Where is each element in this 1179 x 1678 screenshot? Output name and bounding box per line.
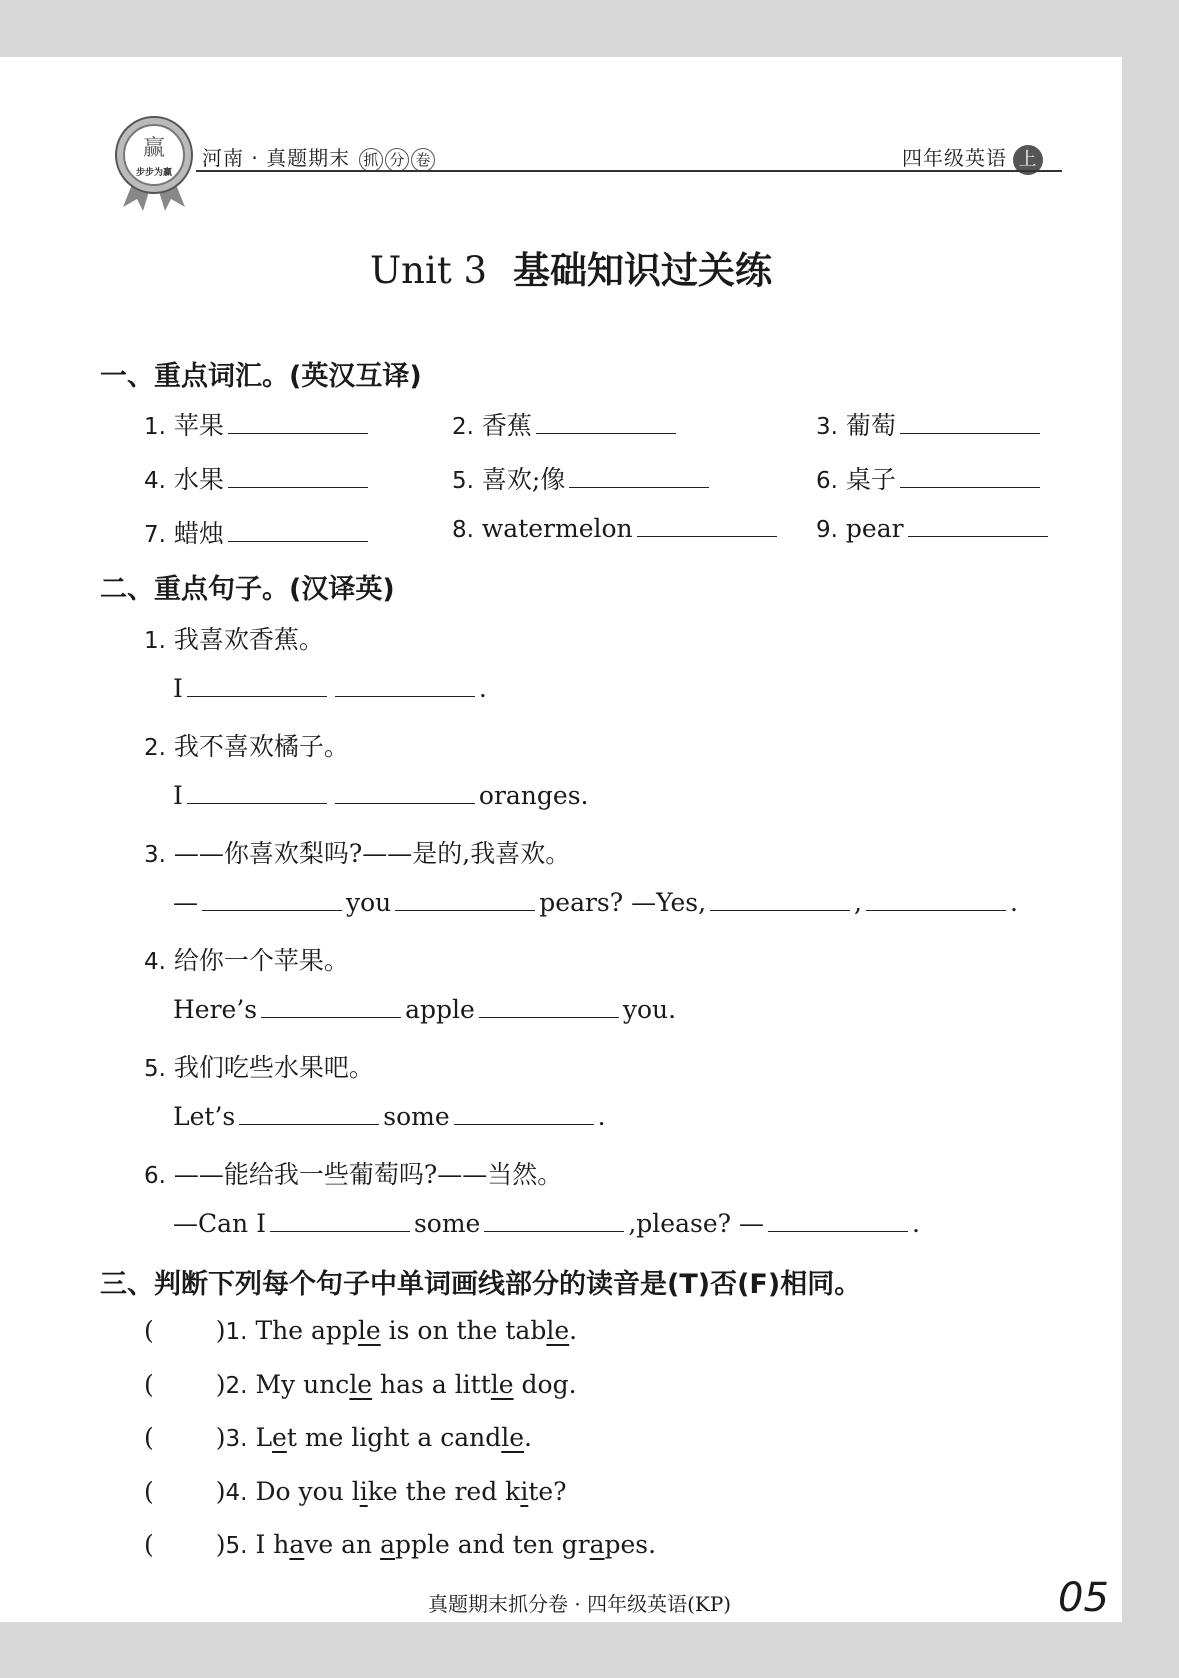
answer-blank[interactable]	[270, 1210, 410, 1232]
vocab-text: 水果	[173, 465, 224, 494]
page-title	[370, 240, 772, 294]
vocab-item	[816, 514, 1052, 543]
item-number: 4.	[144, 468, 166, 494]
footer-text: 真题期末抓分卷 · 四年级英语(KP)	[428, 1592, 732, 1616]
underlined-letters: le	[501, 1423, 525, 1452]
sentence-answer-line	[173, 995, 676, 1024]
sentence-zh: 我不喜欢橘子。	[173, 732, 349, 761]
underlined-letters: i	[520, 1477, 529, 1506]
sentence-prompt	[144, 727, 349, 763]
title-unit: Unit 3	[370, 249, 488, 292]
sentence-prompt	[144, 1155, 562, 1191]
vocab-text: 葡萄	[845, 411, 896, 440]
header-circle-char: 卷	[411, 148, 435, 172]
paren-close: )	[215, 1477, 226, 1506]
sentence-word: Here’s	[173, 995, 258, 1024]
item-number: 4.	[225, 1480, 248, 1506]
sentence-word: .	[478, 674, 487, 703]
page-number: 05	[1058, 1575, 1109, 1621]
answer-blank[interactable]	[335, 782, 475, 804]
sentence-zh: 给你一个苹果。	[173, 946, 349, 975]
answer-blank[interactable]	[454, 1103, 594, 1125]
underlined-letters: a	[380, 1530, 396, 1559]
sentence-prompt	[144, 1048, 374, 1084]
answer-blank[interactable]	[569, 466, 709, 488]
sentence-answer-line	[173, 1209, 920, 1238]
answer-blank[interactable]	[866, 889, 1006, 911]
answer-blank[interactable]	[710, 889, 850, 911]
phonics-text: L	[255, 1423, 273, 1452]
sentence-answer-line	[173, 888, 1018, 917]
sentence-word: I	[173, 781, 183, 810]
title-zh: 基础知识过关练	[513, 249, 773, 292]
paren-open: (	[144, 1530, 154, 1559]
answer-blank[interactable]	[637, 515, 777, 537]
svg-text:步步为赢: 步步为赢	[135, 168, 173, 178]
item-number: 1.	[144, 414, 166, 440]
vocab-text: 香蕉	[481, 411, 532, 440]
item-number: 2.	[225, 1373, 248, 1399]
item-number: 5.	[144, 1056, 166, 1082]
answer-blank[interactable]	[536, 412, 676, 434]
vocab-text: 桌子	[845, 465, 896, 494]
volume-badge: 上	[1013, 145, 1043, 175]
answer-blank[interactable]	[395, 889, 535, 911]
item-number: 1.	[225, 1319, 248, 1345]
paren-open: (	[144, 1316, 154, 1345]
sentence-word: .	[1009, 888, 1018, 917]
sentence-word: pears? —Yes,	[539, 888, 707, 917]
vocab-item	[144, 460, 372, 496]
sentence-word: apple	[405, 995, 475, 1024]
underlined-letters: a	[289, 1530, 305, 1559]
underlined-letters: le	[357, 1316, 381, 1345]
answer-blank[interactable]	[908, 515, 1048, 537]
svg-text:赢: 赢	[142, 136, 166, 161]
phonics-item	[144, 1530, 656, 1559]
phonics-text: I h	[255, 1530, 290, 1559]
phonics-text: pple and ten gr	[395, 1530, 590, 1559]
answer-blank[interactable]	[228, 466, 368, 488]
vocab-item	[452, 460, 713, 496]
sentence-word: —	[173, 888, 198, 917]
vocab-item	[452, 514, 781, 543]
phonics-item	[144, 1423, 532, 1452]
paren-open: (	[144, 1477, 154, 1506]
sentence-word: .	[597, 1102, 606, 1131]
item-number: 4.	[144, 949, 166, 975]
header-circle-char: 分	[385, 148, 409, 172]
section2-heading: 二、重点句子。(汉译英)	[100, 574, 395, 605]
header-series-title	[202, 142, 435, 172]
answer-blank[interactable]	[228, 412, 368, 434]
item-number: 7.	[144, 522, 166, 548]
paren-close: )	[215, 1370, 226, 1399]
sentence-prompt	[144, 941, 349, 977]
section3-heading: 三、判断下列每个句子中单词画线部分的读音是(T)否(F)相同。	[100, 1269, 862, 1300]
answer-blank[interactable]	[261, 996, 401, 1018]
item-number: 2.	[144, 735, 166, 761]
vocab-item	[816, 460, 1044, 496]
sentence-word: Let’s	[173, 1102, 236, 1131]
phonics-text: t me light a cand	[286, 1423, 502, 1452]
item-number: 6.	[144, 1163, 166, 1189]
item-number: 1.	[144, 628, 166, 654]
phonics-text: is on the tab	[380, 1316, 547, 1345]
answer-blank[interactable]	[228, 520, 368, 542]
sentence-word: you.	[622, 995, 677, 1024]
answer-blank[interactable]	[768, 1210, 908, 1232]
vocab-text: 苹果	[173, 411, 224, 440]
sentence-prompt	[144, 834, 570, 870]
answer-blank[interactable]	[900, 412, 1040, 434]
sentence-word: ,please? —	[628, 1209, 764, 1238]
paren-close: )	[215, 1423, 226, 1452]
vocab-text: pear	[845, 514, 904, 543]
vocab-item	[452, 406, 680, 442]
item-number: 8.	[452, 517, 474, 543]
header-circle-char: 抓	[359, 148, 383, 172]
item-number: 3.	[225, 1426, 248, 1452]
sentence-answer-line	[173, 1102, 606, 1131]
sentence-word: I	[173, 674, 183, 703]
vocab-text: 喜欢;像	[481, 465, 566, 494]
answer-blank[interactable]	[202, 889, 342, 911]
vocab-text: 蜡烛	[173, 519, 224, 548]
answer-blank[interactable]	[900, 466, 1040, 488]
phonics-text: has a litt	[372, 1370, 491, 1399]
phonics-text: .	[569, 1316, 578, 1345]
sentence-word: some	[413, 1209, 481, 1238]
phonics-text: te?	[528, 1477, 567, 1506]
phonics-text: Do you l	[255, 1477, 360, 1506]
phonics-text: The app	[255, 1316, 358, 1345]
phonics-item	[144, 1316, 577, 1345]
vocab-text: watermelon	[481, 514, 633, 543]
underlined-letters: le	[349, 1370, 373, 1399]
answer-blank[interactable]	[335, 675, 475, 697]
answer-blank[interactable]	[187, 675, 327, 697]
phonics-text: ke the red k	[367, 1477, 521, 1506]
phonics-item	[144, 1477, 567, 1506]
underlined-letters: a	[589, 1530, 605, 1559]
sentence-zh: 我们吃些水果吧。	[173, 1053, 374, 1082]
logo-badge-icon	[113, 115, 195, 213]
item-number: 3.	[144, 842, 166, 868]
vocab-item	[144, 406, 372, 442]
phonics-text: pes.	[604, 1530, 657, 1559]
item-number: 5.	[452, 468, 474, 494]
item-number: 3.	[816, 414, 838, 440]
sentence-word: —Can I	[173, 1209, 266, 1238]
phonics-text: dog.	[513, 1370, 577, 1399]
answer-blank[interactable]	[484, 1210, 624, 1232]
vocab-item	[816, 406, 1044, 442]
sentence-answer-line	[173, 781, 588, 810]
sentence-prompt	[144, 620, 324, 656]
sentence-zh: 我喜欢香蕉。	[173, 625, 324, 654]
underlined-letters: le	[490, 1370, 514, 1399]
sentence-word: .	[911, 1209, 920, 1238]
underlined-letters: e	[272, 1423, 287, 1452]
phonics-text: .	[524, 1423, 532, 1452]
phonics-text: My unc	[255, 1370, 350, 1399]
phonics-item	[144, 1370, 577, 1399]
answer-blank[interactable]	[239, 1103, 379, 1125]
header-grade-text: 四年级英语	[902, 146, 1007, 170]
item-number: 2.	[452, 414, 474, 440]
vocab-item	[144, 514, 372, 550]
underlined-letters: le	[546, 1316, 570, 1345]
header-prefix: 河南 · 真题期末	[202, 146, 351, 170]
answer-blank[interactable]	[479, 996, 619, 1018]
sentence-zh: ——你喜欢梨吗?——是的,我喜欢。	[173, 839, 571, 868]
section1-heading: 一、重点词汇。(英汉互译)	[100, 361, 422, 392]
header-divider	[196, 170, 1062, 172]
item-number: 5.	[225, 1533, 248, 1559]
sentence-word: you	[346, 888, 392, 917]
answer-blank[interactable]	[187, 782, 327, 804]
paren-open: (	[144, 1423, 154, 1452]
item-number: 6.	[816, 468, 838, 494]
sentence-answer-line	[173, 674, 487, 703]
paren-open: (	[144, 1370, 154, 1399]
sentence-word: some	[383, 1102, 450, 1131]
paren-close: )	[215, 1316, 226, 1345]
underlined-letters: i	[359, 1477, 368, 1506]
paren-close: )	[215, 1530, 226, 1559]
sentence-zh: ——能给我一些葡萄吗?——当然。	[173, 1160, 563, 1189]
phonics-text: ve an	[304, 1530, 381, 1559]
sentence-word: oranges.	[478, 781, 589, 810]
sentence-word: ,	[854, 888, 862, 917]
item-number: 9.	[816, 517, 838, 543]
